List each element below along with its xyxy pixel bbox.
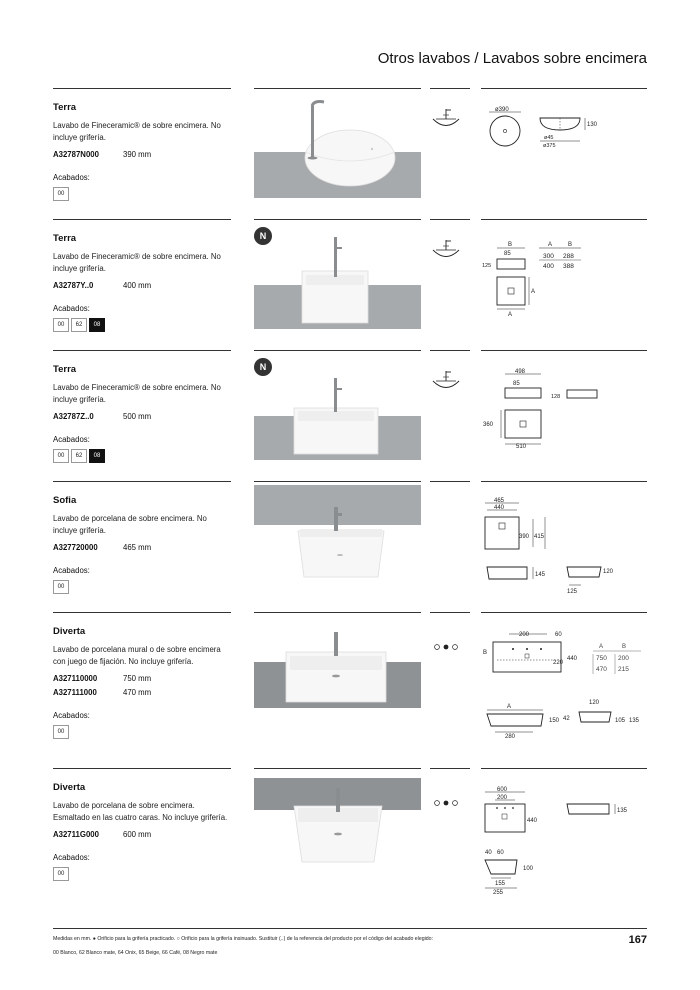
product-info [53, 782, 231, 881]
section-divider [254, 768, 421, 769]
dim-label: 60 [555, 632, 562, 638]
finish-swatches [53, 449, 231, 463]
section-divider [254, 481, 421, 482]
finish-swatches [53, 318, 231, 332]
section-divider [254, 88, 421, 89]
page-title: Otros lavabos / Lavabos sobre encimera [377, 50, 647, 67]
technical-drawing [481, 614, 647, 766]
product-section-terra-500 [53, 350, 647, 481]
finish-swatch: 08 [89, 449, 105, 463]
technical-drawing [481, 483, 647, 605]
dim-label: 600 [497, 787, 508, 793]
section-divider [481, 612, 647, 613]
section-divider [481, 219, 647, 220]
product-info [53, 233, 231, 332]
product-photo [254, 92, 421, 198]
technical-drawing [481, 352, 647, 474]
product-code: A32711G000 [53, 830, 99, 839]
product-description: Lavabo de Fineceramic® de sobre encimera. No incluye grifería. [53, 383, 221, 404]
product-code-row [53, 828, 231, 842]
dim-label: 415 [534, 534, 545, 540]
dim-label: 128 [551, 394, 561, 400]
finish-swatches [53, 580, 231, 594]
product-section-terra-400 [53, 219, 647, 350]
dim-label: 125 [567, 589, 578, 595]
finish-swatches [53, 187, 231, 201]
finish-swatch: 00 [53, 187, 69, 201]
dim-label: 200 [497, 795, 508, 801]
dim-label: A [548, 242, 553, 248]
section-divider [430, 612, 470, 613]
product-code: A32787Z..0 [53, 412, 94, 421]
section-divider [430, 88, 470, 89]
product-section-sofia [53, 481, 647, 612]
product-name: Terra [53, 102, 77, 113]
finishes-label: Acabados: [53, 173, 90, 182]
product-info [53, 626, 231, 739]
dim-label: 750 [596, 655, 607, 662]
dim-label: A [507, 704, 512, 710]
dim-label: 42 [563, 716, 570, 722]
section-divider [481, 481, 647, 482]
section-divider [53, 612, 231, 613]
product-code: A327111000 [53, 688, 97, 697]
technical-drawing [481, 221, 647, 343]
section-divider [254, 219, 421, 220]
section-divider [254, 350, 421, 351]
finish-swatch: 62 [71, 318, 87, 332]
dim-label: 388 [563, 263, 574, 270]
product-size: 390 mm [123, 150, 152, 159]
dim-label: 440 [567, 656, 578, 662]
section-divider [53, 350, 231, 351]
dim-label: 215 [618, 666, 629, 673]
finish-swatch: 00 [53, 725, 69, 739]
finish-swatch: 08 [89, 318, 105, 332]
section-divider [481, 350, 647, 351]
dim-label: A [599, 644, 604, 650]
product-description: Lavabo de porcelana de sobre encimera. Esmaltado en las cuatro caras. No incluye grifería. [53, 801, 228, 822]
product-photo [254, 485, 421, 591]
new-badge: N [254, 358, 272, 376]
dim-label: 150 [549, 718, 560, 724]
product-description: Lavabo de porcelana mural o de sobre encimera con juego de fijación. No incluye grifería. [53, 645, 221, 666]
section-divider [53, 481, 231, 482]
product-info [53, 102, 231, 201]
product-size: 400 mm [123, 281, 152, 290]
faucet-hole-indicator [433, 798, 459, 808]
faucet-hole-indicator [433, 642, 459, 652]
section-divider [430, 350, 470, 351]
footer-divider [53, 928, 647, 929]
dim-label: 40 [485, 850, 492, 856]
product-code-row [53, 148, 231, 162]
dim-label: 470 [596, 666, 607, 673]
dim-label: 60 [497, 850, 504, 856]
dim-label: 390 [519, 534, 530, 540]
section-divider [53, 88, 231, 89]
dim-label: 135 [617, 808, 628, 814]
technical-drawing [481, 90, 647, 212]
product-description: Lavabo de Fineceramic® de sobre encimera. No incluye grifería. [53, 121, 221, 142]
new-badge: N [254, 227, 272, 245]
product-code: A327110000 [53, 674, 98, 683]
dim-label: 100 [523, 866, 534, 872]
product-info [53, 495, 231, 594]
dim-label: A [508, 312, 513, 318]
dim-label: B [622, 644, 627, 650]
dim-label: 200 [519, 632, 530, 638]
finish-swatch: 00 [53, 318, 69, 332]
finishes-label: Acabados: [53, 435, 90, 444]
dim-label: 135 [629, 718, 640, 724]
dim-label: 145 [535, 572, 546, 578]
dim-label: A [531, 289, 536, 295]
finishes-label: Acabados: [53, 304, 90, 313]
finish-swatches [53, 725, 231, 739]
dim-label: 200 [618, 655, 629, 662]
dim-label: 300 [543, 253, 554, 260]
product-code: A32787Y..0 [53, 281, 94, 290]
finish-swatch: 00 [53, 580, 69, 594]
section-divider [481, 768, 647, 769]
product-info [53, 364, 231, 463]
dim-label: 360 [483, 422, 494, 428]
faucet-mount-icon [430, 368, 462, 394]
dim-label: 220 [553, 660, 564, 666]
dim-label: 105 [615, 718, 626, 724]
page-number: 167 [628, 934, 647, 946]
product-description: Lavabo de Fineceramic® de sobre encimera. No incluye grifería. [53, 252, 221, 273]
dim-label: 85 [504, 251, 511, 257]
product-code-row [53, 541, 231, 555]
product-code: A32787N000 [53, 150, 99, 159]
finish-swatch: 00 [53, 449, 69, 463]
dim-label: 440 [527, 818, 538, 824]
section-divider [481, 88, 647, 89]
product-section-terra-390 [53, 88, 647, 218]
product-name: Diverta [53, 626, 86, 637]
footnote-legend: Medidas en mm. ● Orificio para la grifería practicado. ○ Orificio para la grifería insinuado. Sustituir (..) de la referencia del producto por el código del acabado elegido: [53, 936, 433, 942]
product-description: Lavabo de porcelana de sobre encimera. No incluye grifería. [53, 514, 207, 535]
dim-label: B [568, 242, 573, 248]
dim-label: 288 [563, 253, 574, 260]
dim-label: B [483, 650, 488, 656]
section-divider [53, 768, 231, 769]
finish-swatch: 62 [71, 449, 87, 463]
product-section-diverta-mural [53, 612, 647, 767]
product-code-row [53, 672, 231, 700]
section-divider [430, 768, 470, 769]
product-code-row [53, 279, 231, 293]
dim-label: ø375 [543, 143, 556, 149]
dim-label: 465 [494, 498, 505, 504]
dim-label: 440 [494, 505, 505, 511]
dim-label: 125 [482, 263, 492, 269]
product-name: Terra [53, 233, 77, 244]
product-size: 750 mm [123, 674, 152, 683]
product-name: Terra [53, 364, 77, 375]
product-size: 470 mm [123, 688, 152, 697]
dim-label: 400 [543, 263, 554, 270]
dim-label: 280 [505, 734, 516, 740]
dim-label: 498 [515, 369, 526, 375]
product-size: 465 mm [123, 543, 152, 552]
dim-label: 120 [603, 569, 614, 575]
product-section-diverta-600 [53, 768, 647, 928]
section-divider [254, 612, 421, 613]
dim-label: 130 [587, 122, 598, 128]
section-divider [430, 481, 470, 482]
product-name: Diverta [53, 782, 86, 793]
product-size: 500 mm [123, 412, 152, 421]
dim-label: B [508, 242, 513, 248]
dim-label: ø45 [544, 135, 554, 141]
product-photo [254, 622, 421, 728]
finishes-label: Acabados: [53, 853, 90, 862]
product-photo [254, 354, 421, 460]
dim-label: 85 [513, 381, 520, 387]
finish-swatches [53, 867, 231, 881]
dim-label: 255 [493, 890, 504, 896]
technical-drawing [481, 770, 647, 928]
faucet-mount-icon [430, 237, 462, 263]
faucet-mount-icon [430, 106, 462, 132]
product-code: A327720000 [53, 543, 98, 552]
section-divider [53, 219, 231, 220]
finishes-label: Acabados: [53, 566, 90, 575]
dim-label: 510 [516, 444, 527, 450]
product-photo [254, 223, 421, 329]
finish-swatch: 00 [53, 867, 69, 881]
finishes-label: Acabados: [53, 711, 90, 720]
product-name: Sofia [53, 495, 77, 506]
dim-label: 155 [495, 881, 506, 887]
dim-label: 120 [589, 700, 600, 706]
dim-label: ø390 [495, 107, 509, 113]
product-size: 600 mm [123, 830, 152, 839]
product-code-row [53, 410, 231, 424]
product-photo [254, 778, 421, 884]
footnote-finish-codes: 00 Blanco, 62 Blanco mate, 64 Onix, 65 Beige, 66 Café, 08 Negro mate [53, 950, 218, 956]
section-divider [430, 219, 470, 220]
